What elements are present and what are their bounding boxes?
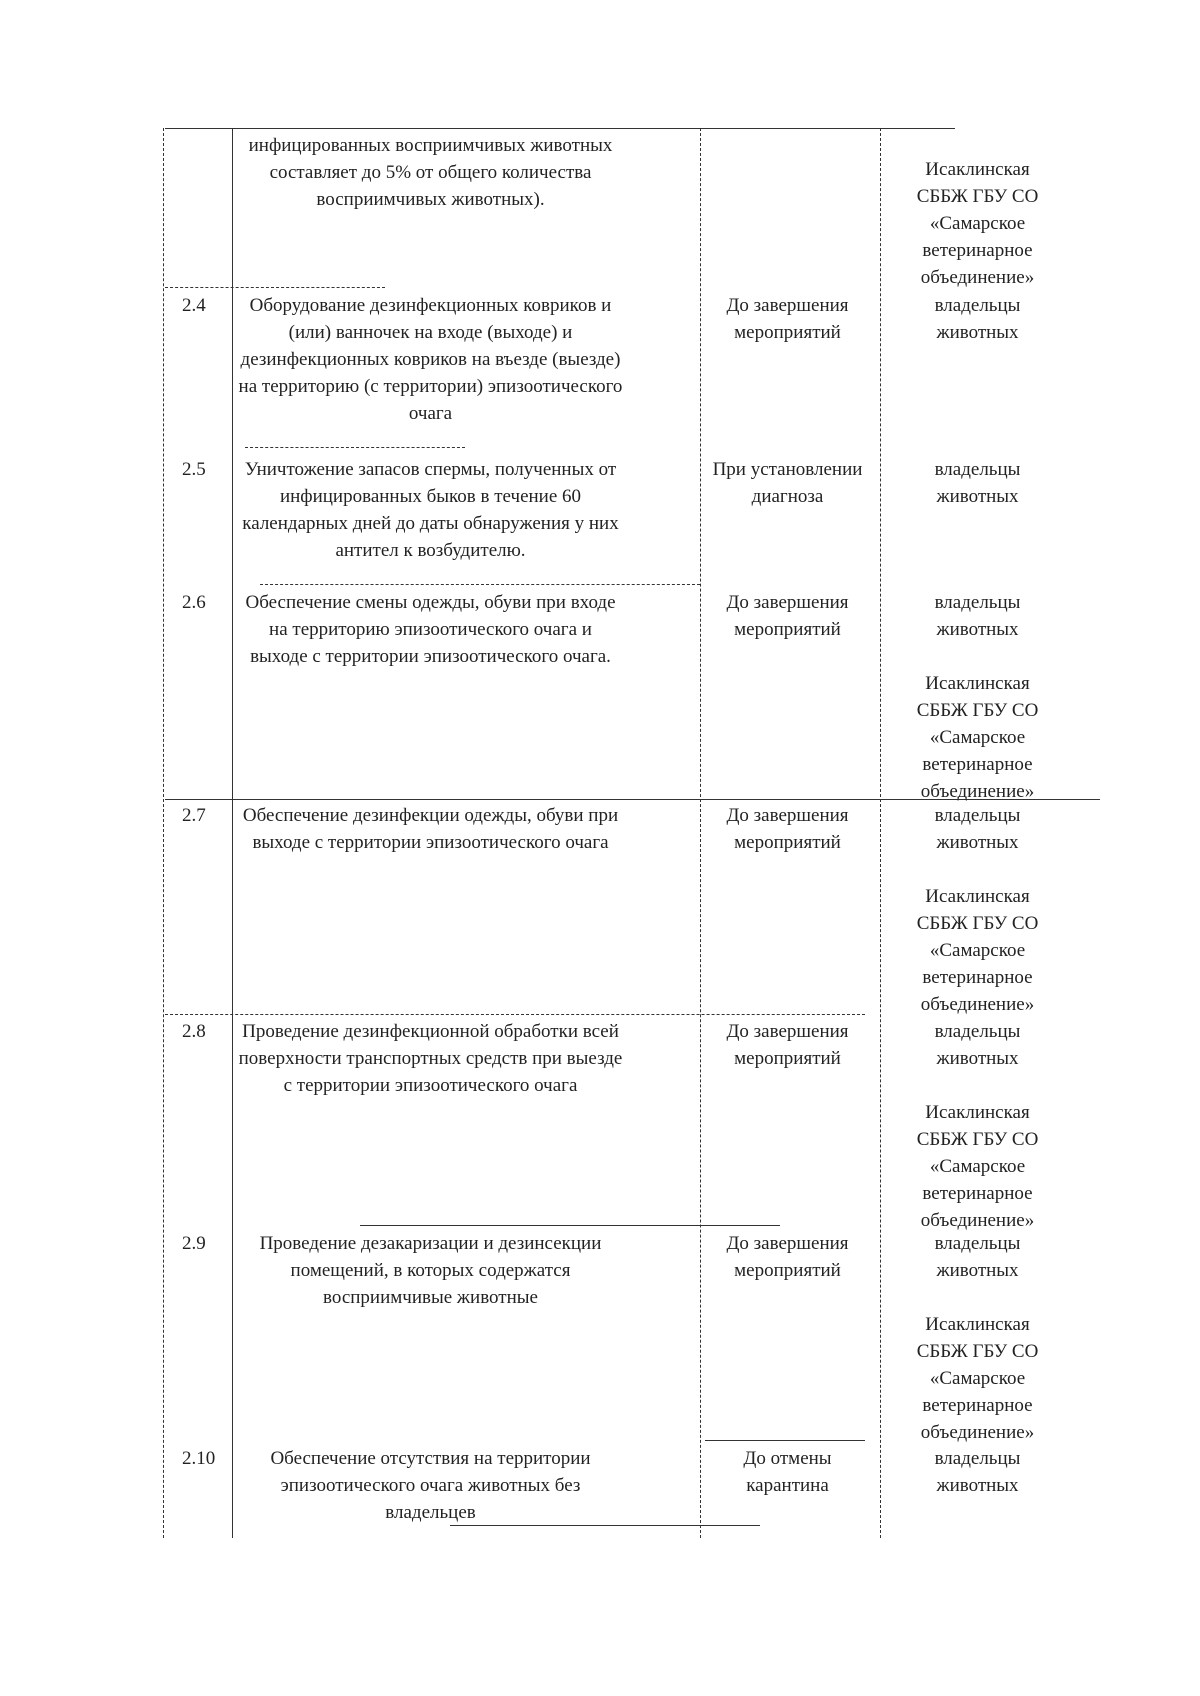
responsible-party: владельцы животных	[934, 1448, 1021, 1496]
row-number: 2.5	[182, 459, 206, 480]
row-divider	[245, 447, 465, 448]
column-divider-resp	[880, 128, 881, 1538]
measure-term: До завершения мероприятий	[726, 1233, 849, 1281]
measure-description: Проведение дезакаризации и дезинсекции помещений, в которых содержатся восприимчивые животные	[259, 1233, 602, 1308]
measure-description: инфицированных восприимчивых животных составляет до 5% от общего количества восприимчивых животных).	[248, 135, 613, 210]
row-divider	[260, 584, 700, 585]
row-divider	[165, 287, 385, 288]
responsible-party: владельцы животных	[934, 295, 1021, 343]
responsible-party: владельцы животных Исаклинская СББЖ ГБУ СО «Самарское ветеринарное объединение»	[916, 805, 1039, 1015]
measure-term: До завершения мероприятий	[726, 592, 849, 640]
row-number: 2.9	[182, 1233, 206, 1254]
row-number: 2.6	[182, 592, 206, 613]
measure-description: Обеспечение отсутствия на территории эпизоотического очага животных без владельцев	[270, 1448, 591, 1523]
measure-term: До завершения мероприятий	[726, 1021, 849, 1069]
responsible-party: владельцы животных Исаклинская СББЖ ГБУ СО «Самарское ветеринарное объединение»	[916, 1021, 1039, 1231]
measure-term: До завершения мероприятий	[726, 805, 849, 853]
responsible-party: владельцы животных Исаклинская СББЖ ГБУ СО «Самарское ветеринарное объединение»	[916, 1233, 1039, 1443]
column-divider-number	[232, 128, 233, 1538]
row-number: 2.8	[182, 1021, 206, 1042]
row-number: 2.4	[182, 295, 206, 316]
table-border-left	[163, 128, 164, 1538]
measure-term: До завершения мероприятий	[726, 295, 849, 343]
measure-description: Обеспечение смены одежды, обуви при входе на территорию эпизоотического очага и выходе с территории эпизоотического очага.	[245, 592, 616, 667]
responsible-party: Исаклинская СББЖ ГБУ СО «Самарское ветеринарное объединение»	[916, 159, 1039, 288]
responsible-party: владельцы животных Исаклинская СББЖ ГБУ СО «Самарское ветеринарное объединение»	[916, 592, 1039, 802]
table-border-top	[165, 128, 955, 129]
measure-description: Оборудование дезинфекционных ковриков и (или) ванночек на входе (выходе) и дезинфекционных ковриков на въезде (выезде) на территорию (с территории) эпизоотического очага	[238, 295, 623, 424]
row-divider	[705, 1440, 865, 1441]
measure-description: Уничтожение запасов спермы, полученных от инфицированных быков в течение 60 календарных дней до даты обнаружения у них антител к возбудителю.	[242, 459, 619, 561]
measure-term: До отмены карантина	[743, 1448, 832, 1496]
measure-term: При установлении диагноза	[712, 459, 863, 507]
measure-description: Обеспечение дезинфекции одежды, обуви при выходе с территории эпизоотического очага	[242, 805, 619, 853]
row-number: 2.10	[182, 1448, 216, 1469]
row-divider	[360, 1225, 780, 1226]
measure-description: Проведение дезинфекционной обработки всей поверхности транспортных средств при выезде с территории эпизоотического очага	[238, 1021, 623, 1096]
responsible-party: владельцы животных	[934, 459, 1021, 507]
row-divider	[165, 1014, 865, 1015]
row-number: 2.7	[182, 805, 206, 826]
